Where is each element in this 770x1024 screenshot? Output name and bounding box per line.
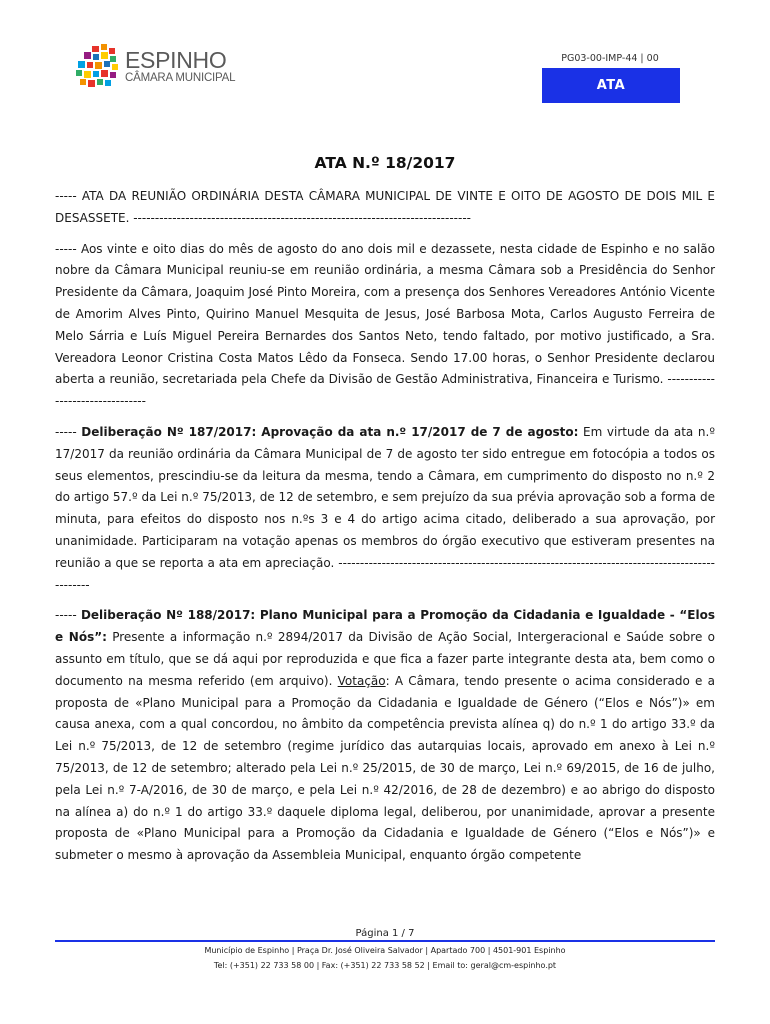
paragraph-text: Em virtude da ata n.º 17/2017 da reunião ordinária da Câmara Municipal de 7 de agosto ter sido entregue em fotocópia a todos os seus elementos, prescindiu-se da leitura da mesma, tendo a Câmara, em cumprimento do disposto no n.º 2 do artigo 57.º da Lei n.º 75/2013, de 12 de setembro, e sem prejuízo da sua prévia aprovação sob a forma de minuta, para efeitos do disposto nos n.ºs 3 e 4 do artigo acima citado, deliberado a sua aprovação, por unanimidade. Participaram na votação apenas os membros do órgão executivo que estiveram presentes na reunião a que se reporta a ata em apreciação. ----------------------------------------------------------------------------------------------- [55,424,715,592]
deliberation-title: Deliberação Nº 187/2017: Aprovação da ata n.º 17/2017 de 7 de agosto: [81,424,579,439]
paragraph-deliberation-188 [55,605,715,867]
paragraph-text: Presente a informação n.º 2894/2017 da Divisão de Ação Social, Intergeracional e Saúde sobre o assunto em título, que se dá aqui por reproduzida e que fica a fazer parte integrante desta ata, bem como o documento na mesma referido (em arquivo). [55,630,715,688]
paragraph-deliberation-187 [55,422,715,596]
page-title: ATA N.º 18/2017 [314,154,456,172]
footer-contacts: Tel: (+351) 22 733 58 00 | Fax: (+351) 22 733 58 52 | Email to: geral@cm-espinho.pt [213,961,557,970]
footer-address: Município de Espinho | Praça Dr. José Oliveira Salvador | Apartado 700 | 4501-901 Espinho [204,946,566,955]
document-body [55,186,715,876]
logo-name: ESPINHO [125,47,227,73]
document-code: PG03-00-IMP-44 | 00 [561,53,659,64]
document-type-badge: ATA [542,68,680,103]
paragraph-prefix: ----- [55,608,81,623]
paragraph-heading [55,186,715,230]
logo-mosaic-icon [74,44,120,90]
logo-subtitle: CÂMARA MUNICIPAL [125,72,236,84]
paragraph-text: ----- ATA DA REUNIÃO ORDINÁRIA DESTA CÂMARA MUNICIPAL DE VINTE E OITO DE AGOSTO DE DOIS MIL E DESASSETE. ------------------------------------------------------------------------------ [55,189,715,225]
vote-label: Votação [337,673,386,688]
paragraph-text-continued: : A Câmara, tendo presente o acima considerado e a proposta de «Plano Municipal para a Promoção da Cidadania e Igualdade de Género (“Elos e Nós”)» em causa anexa, com a qual concordou, no âmbito da competência prevista alínea q) do n.º 1 do artigo 33.º da Lei n.º 75/2013, de 12 de setembro (regime jurídico das autarquias locais, aprovado em anexo à Lei n.º 75/2013, de 12 de setembro; alterado pela Lei n.º 25/2015, de 30 de março, Lei n.º 69/2015, de 16 de julho, pela Lei n.º 7-A/2016, de 30 de março, e pela Lei n.º 42/2016, de 28 de dezembro) e ao abrigo do disposto na alínea a) do n.º 1 do artigo 33.º daquele diploma legal, deliberou, por unanimidade, aprovar a presente proposta de «Plano Municipal para a Promoção da Cidadania e Igualdade de Género (“Elos e Nós”)» e submeter o mesmo à aprovação da Assembleia Municipal, enquanto órgão competente [55,673,715,863]
paragraph-prefix: ----- [55,424,82,439]
page-number: Página 1 / 7 [355,928,415,939]
paragraph-opening [55,239,715,413]
footer-divider [55,940,715,942]
deliberation-title: Deliberação Nº 188/2017: Plano Municipal para a Promoção da Cidadania e Igualdade - “Elos e Nós”: [55,608,715,645]
paragraph-text: ----- Aos vinte e oito dias do mês de agosto do ano dois mil e dezassete, nesta cidade de Espinho e no salão nobre da Câmara Municipal reuniu-se em reunião ordinária, a mesma Câmara sob a Presidência do Senhor Presidente da Câmara, Joaquim José Pinto Moreira, com a presença dos Senhores Vereadores António Vicente de Amorim Alves Pinto, Quirino Manuel Mesquita de Jesus, José Barbosa Mota, Carlos Augusto Ferreira de Melo Sárria e Luís Miguel Pereira Bernardes dos Santos Neto, tendo faltado, por motivo justificado, a Sra. Vereadora Leonor Cristina Costa Matos Lêdo da Fonseca. Sendo 17.00 horas, o Senhor Presidente declarou aberta a reunião, secretariada pela Chefe da Divisão de Gestão Administrativa, Financeira e Turismo. -------------------------------- [55,241,715,409]
espinho-logo [74,44,244,92]
